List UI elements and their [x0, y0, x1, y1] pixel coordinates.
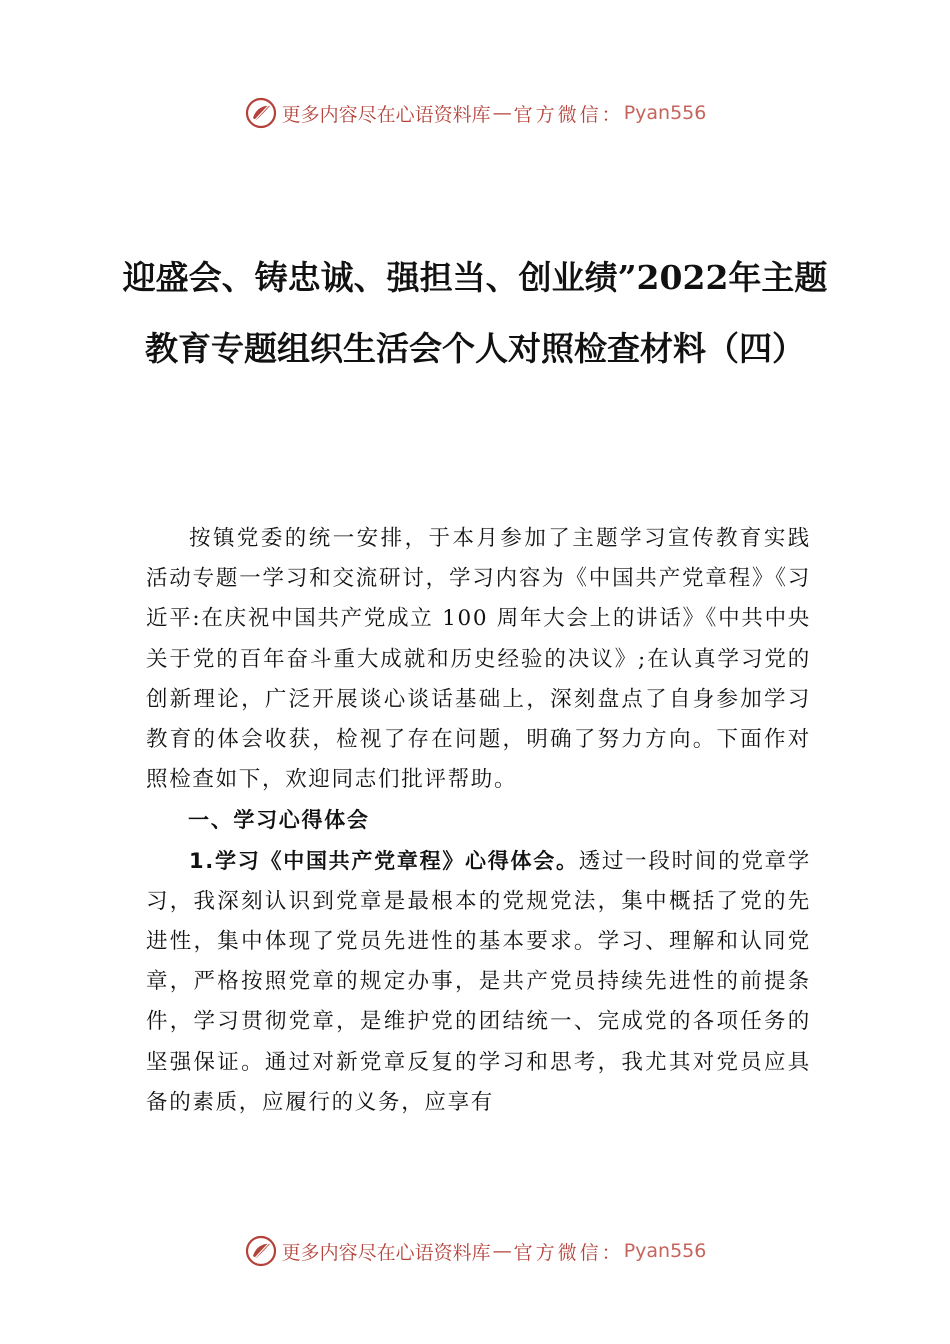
- banner-wechat-id: Pyan556: [623, 102, 707, 124]
- document-title: 迎盛会、铸忠诚、强担当、创业绩”2022年主题教育专题组织生活会个人对照检查材料（四）: [122, 258, 828, 368]
- intro-paragraph: 按镇党委的统一安排，于本月参加了主题学习宣传教育实践活动专题一学习和交流研讨，学习内容为《中国共产党章程》《习近平:在庆祝中国共产党成立 100 周年大会上的讲话》《中共中央关于党的百年奋斗重大成就和历史经验的决议》;在认真学习党的创新理论，广泛开展谈心谈话基础上，深刻盘点了自身参加学习教育的体会收获，检视了存在问题，明确了努力方向。下面作对照检查如下，欢迎同志们批评帮助。: [146, 526, 811, 793]
- banner-wechat-label: 官方微信：: [513, 1241, 624, 1264]
- logo-icon: [244, 1234, 278, 1268]
- item-text: 透过一段时间的党章学习，我深刻认识到党章是最根本的党规党法，集中概括了党的先进性，集中体现了党员先进性的基本要求。学习、理解和认同党章，严格按照党章的规定办事，是共产党员持续先进性的前提条件，学习贯彻党章，是维护党的团结统一、完成党的各项任务的坚强保证。通过对新党章反复的学习和思考，我尤其对党员应具备的素质，应履行的义务，应享有: [146, 848, 811, 1115]
- footer-banner: [0, 1234, 950, 1268]
- banner-dash: —: [492, 102, 512, 124]
- logo-icon: [244, 96, 278, 130]
- item-heading: 1.学习《中国共产党章程》心得体会。: [189, 848, 579, 873]
- banner-text: 更多内容尽在心语资料库: [281, 103, 491, 126]
- header-banner: [0, 96, 950, 130]
- document-body: [146, 519, 811, 1123]
- banner-wechat-id: Pyan556: [623, 1240, 707, 1262]
- banner-wechat-label: 官方微信：: [513, 103, 624, 126]
- section-heading: 一、学习心得体会: [188, 808, 370, 833]
- item-paragraph: [146, 841, 811, 1123]
- banner-dash: —: [492, 1240, 512, 1262]
- banner-text: 更多内容尽在心语资料库: [281, 1241, 491, 1264]
